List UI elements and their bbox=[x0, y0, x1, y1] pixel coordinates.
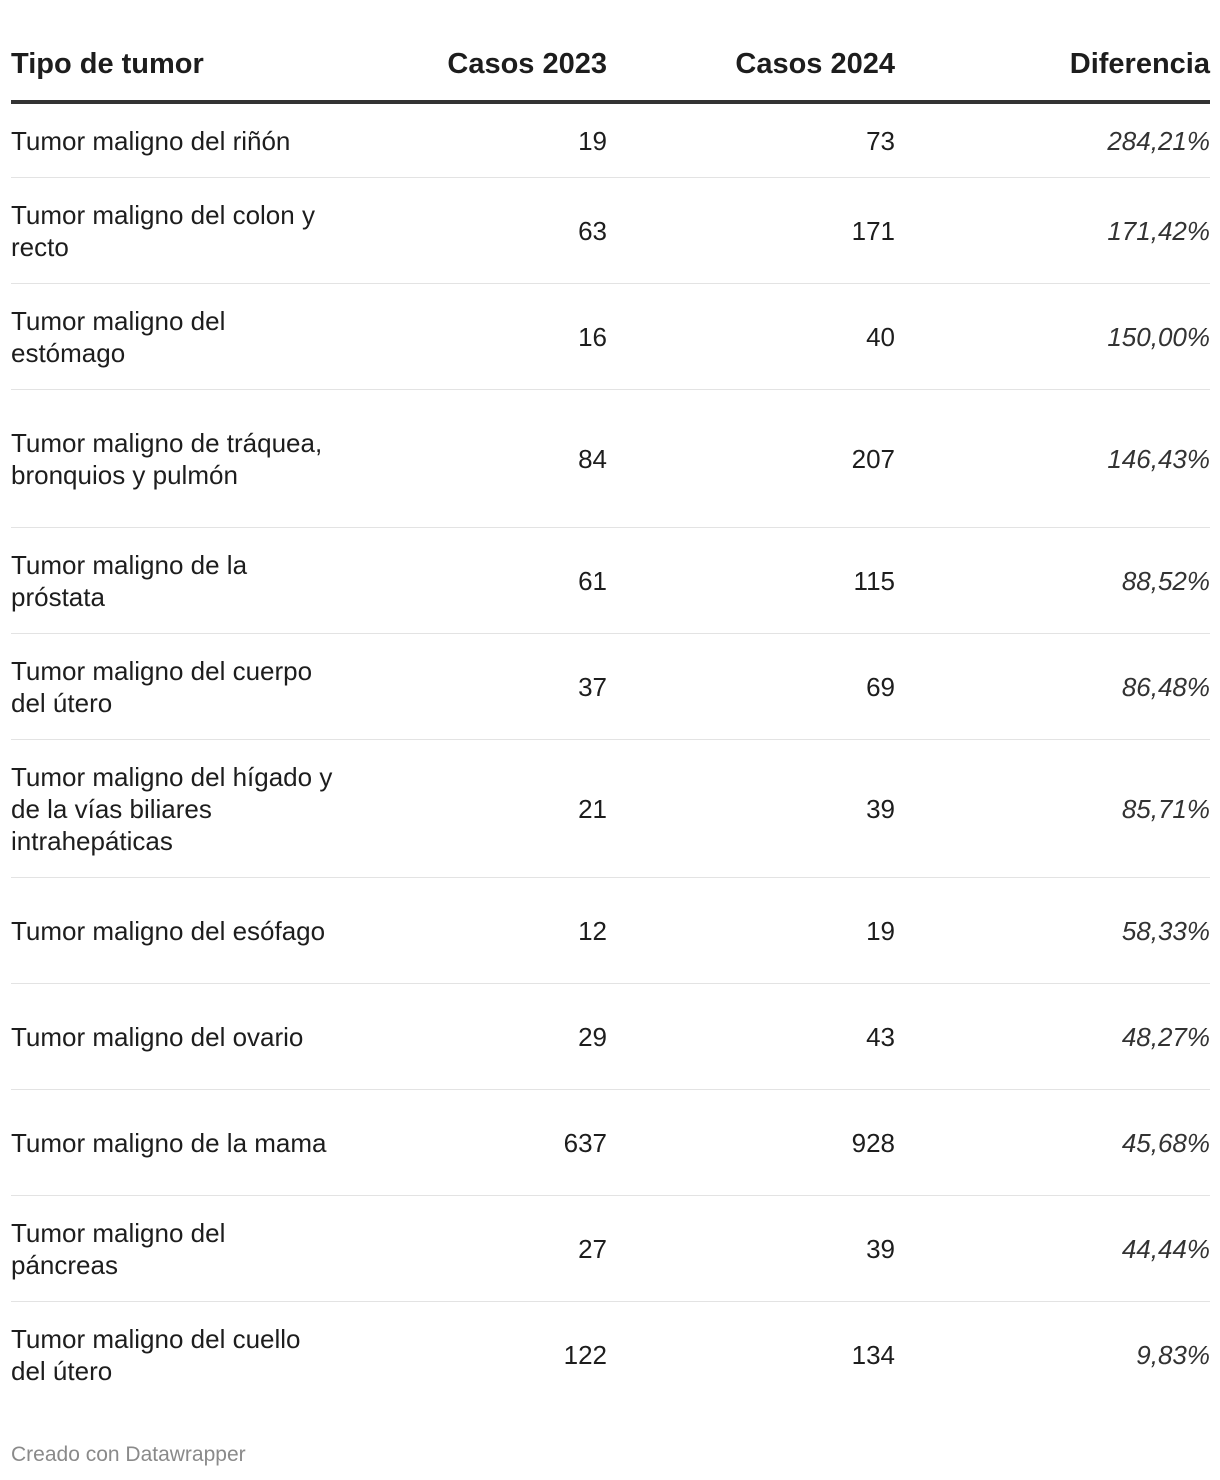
cell-diferencia: 85,71% bbox=[895, 740, 1210, 878]
cell-casos-2024: 134 bbox=[851, 1339, 895, 1370]
table-row bbox=[11, 1196, 1210, 1302]
cell-casos-2023: 16 bbox=[351, 284, 607, 390]
table-row bbox=[11, 390, 1210, 528]
cell-casos-2024: 40 bbox=[607, 284, 895, 390]
cell-casos-2023: 63 bbox=[351, 178, 607, 284]
cell-casos-2023: 122 bbox=[563, 1339, 607, 1370]
cell-casos-2023: 84 bbox=[351, 390, 607, 528]
cell-diferencia: 284,21% bbox=[895, 102, 1210, 178]
table-row bbox=[11, 1302, 1210, 1408]
cell-diferencia: 58,33% bbox=[895, 878, 1210, 984]
cell-diferencia: 146,43% bbox=[895, 390, 1210, 528]
cell-diferencia: 44,44% bbox=[895, 1196, 1210, 1302]
table-row bbox=[11, 634, 1210, 740]
cell-tipo: Tumor maligno del ovario bbox=[11, 984, 351, 1090]
cell-diferencia: 150,00% bbox=[895, 284, 1210, 390]
cell-tipo: Tumor maligno del riñón bbox=[11, 102, 351, 178]
cell-casos-2024: 207 bbox=[607, 390, 895, 528]
cell-casos-2024: 43 bbox=[607, 984, 895, 1090]
header-diferencia[interactable]: Diferencia bbox=[895, 30, 1210, 102]
tumor-cases-table bbox=[11, 30, 1210, 1407]
datawrapper-credit[interactable]: Creado con Datawrapper bbox=[11, 1443, 246, 1466]
cell-tipo: Tumor maligno del páncreas bbox=[11, 1196, 351, 1302]
cell-tipo: Tumor maligno del cuello del útero bbox=[11, 1323, 301, 1386]
cell-diferencia: 48,27% bbox=[895, 984, 1210, 1090]
cell-tipo: Tumor maligno de la mama bbox=[11, 1090, 351, 1196]
tumor-cases-table-container bbox=[11, 30, 1210, 1407]
cell-tipo: Tumor maligno de la próstata bbox=[11, 528, 351, 634]
cell-diferencia: 9,83% bbox=[1136, 1339, 1210, 1370]
table-header bbox=[11, 30, 1210, 102]
cell-casos-2023: 12 bbox=[351, 878, 607, 984]
cell-casos-2023: 27 bbox=[351, 1196, 607, 1302]
table-row bbox=[11, 878, 1210, 984]
cell-casos-2023: 61 bbox=[351, 528, 607, 634]
cell-casos-2023: 19 bbox=[351, 102, 607, 178]
table-row bbox=[11, 528, 1210, 634]
cell-casos-2024: 928 bbox=[607, 1090, 895, 1196]
cell-casos-2024: 39 bbox=[607, 1196, 895, 1302]
cell-casos-2024: 171 bbox=[607, 178, 895, 284]
cell-casos-2024: 115 bbox=[607, 528, 895, 634]
cell-tipo: Tumor maligno del cuerpo del útero bbox=[11, 634, 351, 740]
header-casos-2023[interactable]: Casos 2023 bbox=[351, 30, 607, 102]
cell-tipo: Tumor maligno de tráquea, bronquios y pulmón bbox=[11, 390, 351, 528]
cell-casos-2023: 37 bbox=[351, 634, 607, 740]
cell-diferencia: 88,52% bbox=[895, 528, 1210, 634]
table-row bbox=[11, 1090, 1210, 1196]
cell-casos-2024: 73 bbox=[607, 102, 895, 178]
cell-casos-2024: 19 bbox=[607, 878, 895, 984]
cell-diferencia: 86,48% bbox=[895, 634, 1210, 740]
cell-tipo: Tumor maligno del estómago bbox=[11, 284, 351, 390]
cell-tipo: Tumor maligno del esófago bbox=[11, 878, 351, 984]
table-body bbox=[11, 102, 1210, 1407]
cell-casos-2024: 39 bbox=[607, 740, 895, 878]
header-casos-2024[interactable]: Casos 2024 bbox=[607, 30, 895, 102]
cell-casos-2023: 29 bbox=[351, 984, 607, 1090]
cell-casos-2024: 69 bbox=[607, 634, 895, 740]
cell-tipo: Tumor maligno del colon y recto bbox=[11, 178, 351, 284]
cell-diferencia: 171,42% bbox=[895, 178, 1210, 284]
table-row bbox=[11, 740, 1210, 878]
table-row bbox=[11, 284, 1210, 390]
cell-tipo: Tumor maligno del hígado y de la vías biliares intrahepáticas bbox=[11, 740, 351, 878]
cell-casos-2023: 21 bbox=[351, 740, 607, 878]
header-row bbox=[11, 30, 1210, 102]
table-row bbox=[11, 984, 1210, 1090]
table-row bbox=[11, 178, 1210, 284]
cell-casos-2023: 637 bbox=[351, 1090, 607, 1196]
table-row bbox=[11, 102, 1210, 178]
header-tipo-de-tumor[interactable]: Tipo de tumor bbox=[11, 30, 351, 102]
cell-diferencia: 45,68% bbox=[895, 1090, 1210, 1196]
